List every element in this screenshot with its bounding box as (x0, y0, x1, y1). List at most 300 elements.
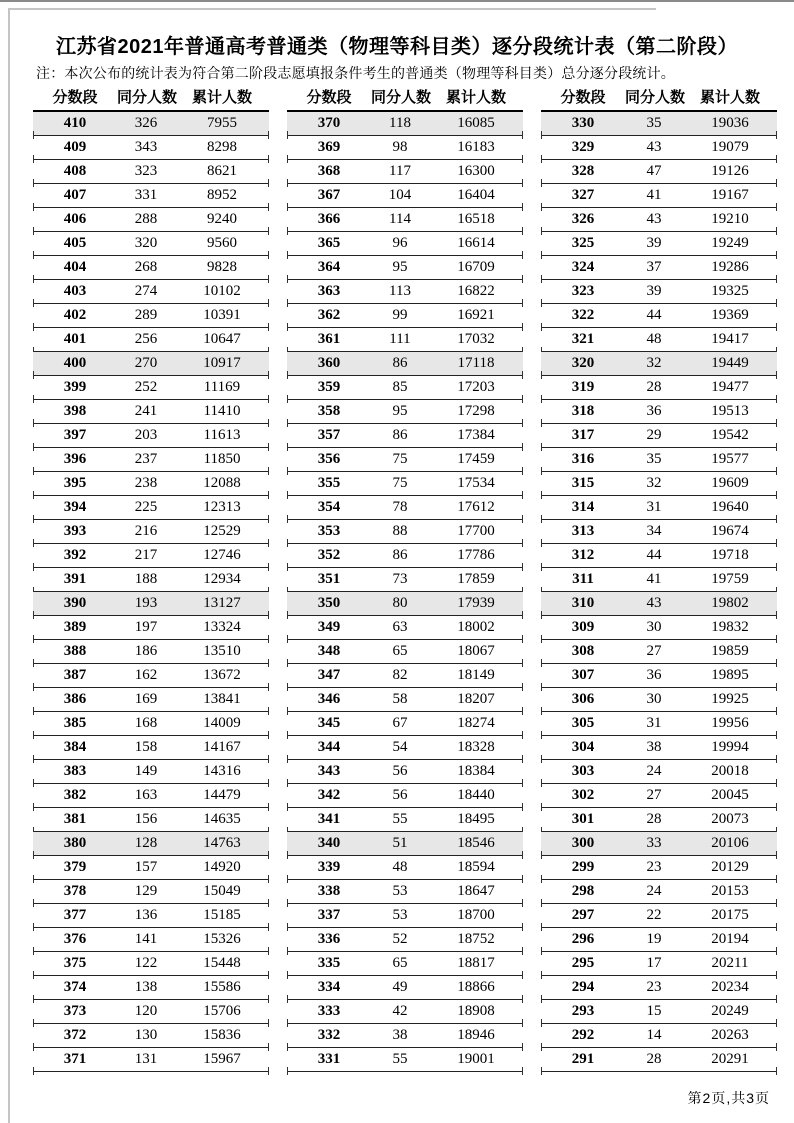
cumulative-count-cell: 18207 (457, 691, 495, 707)
score-segment-cell: 340 (317, 835, 341, 851)
score-segment-cell: 330 (571, 115, 595, 131)
cumulative-count-cell: 19609 (711, 475, 749, 491)
same-score-count-cell: 32 (646, 475, 662, 491)
same-score-count-cell: 225 (134, 499, 158, 515)
same-score-count-cell: 131 (134, 1051, 158, 1067)
score-segment-cell: 296 (571, 931, 595, 947)
same-score-count-cell: 141 (134, 931, 158, 947)
table-row (287, 352, 523, 376)
same-score-count-cell: 27 (646, 643, 662, 659)
same-score-count-cell: 237 (134, 451, 158, 467)
cumulative-count-cell: 13127 (203, 595, 241, 611)
cumulative-count-cell: 16183 (457, 139, 495, 155)
same-score-count-cell: 104 (388, 187, 412, 203)
score-segment-cell: 334 (317, 979, 341, 995)
table-row (541, 112, 777, 136)
same-score-count-cell: 65 (392, 955, 408, 971)
same-score-count-cell: 274 (134, 283, 158, 299)
same-score-count-cell: 33 (646, 835, 662, 851)
table-row (541, 832, 777, 856)
score-segment-cell: 360 (317, 355, 341, 371)
table-row (287, 376, 523, 400)
score-segment-cell: 318 (571, 403, 595, 419)
same-score-count-cell: 117 (389, 163, 411, 179)
cumulative-count-cell: 14479 (203, 787, 241, 803)
same-score-count-cell: 56 (392, 763, 408, 779)
table-row (287, 544, 523, 568)
table-row (287, 472, 523, 496)
score-segment-cell: 357 (317, 427, 341, 443)
table-row (287, 712, 523, 736)
score-segment-cell: 369 (317, 139, 341, 155)
table-row (33, 232, 269, 256)
table-row (541, 712, 777, 736)
score-segment-cell: 364 (317, 259, 341, 275)
table-row (541, 664, 777, 688)
same-score-count-cell: 268 (134, 259, 158, 275)
cumulative-count-cell: 12934 (203, 571, 241, 587)
cumulative-count-cell: 20249 (711, 1003, 749, 1019)
cumulative-count-cell: 17786 (457, 547, 495, 563)
cumulative-count-cell: 16085 (457, 115, 495, 131)
table-row (33, 568, 269, 592)
cumulative-count-cell: 18384 (457, 763, 495, 779)
cumulative-count-cell: 13672 (203, 667, 241, 683)
table-row (33, 592, 269, 616)
cumulative-count-cell: 17298 (457, 403, 495, 419)
cumulative-count-cell: 19477 (711, 379, 749, 395)
score-segment-cell: 310 (571, 595, 595, 611)
cumulative-count-cell: 8621 (207, 163, 237, 179)
same-score-count-cell: 52 (392, 931, 408, 947)
cumulative-count-cell: 20234 (711, 979, 749, 995)
cumulative-count-cell: 19859 (711, 643, 749, 659)
same-score-count-cell: 88 (392, 523, 408, 539)
table-row (287, 640, 523, 664)
same-score-count-cell: 32 (646, 355, 662, 371)
table-row (541, 424, 777, 448)
score-segment-cell: 409 (63, 139, 87, 155)
score-segment-cell: 365 (317, 235, 341, 251)
cumulative-count-cell: 14316 (203, 763, 241, 779)
score-segment-cell: 368 (317, 163, 341, 179)
cumulative-count-cell: 18149 (457, 667, 495, 683)
score-segment-cell: 304 (571, 739, 595, 755)
score-segment-cell: 383 (63, 763, 87, 779)
score-segment-cell: 372 (63, 1027, 87, 1043)
header-cumulative-count: 累计人数 (445, 89, 506, 106)
cumulative-count-cell: 19513 (711, 403, 749, 419)
score-segment-cell: 385 (63, 715, 87, 731)
same-score-count-cell: 130 (134, 1027, 158, 1043)
table-row (33, 352, 269, 376)
table-row (287, 304, 523, 328)
score-segment-cell: 316 (571, 451, 595, 467)
same-score-count-cell: 289 (134, 307, 158, 323)
table-row (287, 616, 523, 640)
table-row (541, 448, 777, 472)
score-segment-cell: 362 (317, 307, 341, 323)
header-same-score-count: 同分人数 (117, 89, 178, 106)
score-segment-cell: 391 (63, 571, 87, 587)
cumulative-count-cell: 12746 (203, 547, 241, 563)
score-segment-cell: 335 (317, 955, 341, 971)
score-segment-cell: 356 (317, 451, 341, 467)
cumulative-count-cell: 18067 (457, 643, 495, 659)
table-row (33, 328, 269, 352)
score-segment-cell: 393 (63, 523, 87, 539)
table-row (33, 952, 269, 976)
score-segment-cell: 373 (63, 1003, 87, 1019)
same-score-count-cell: 270 (134, 355, 158, 371)
cumulative-count-cell: 18946 (457, 1027, 495, 1043)
score-segment-cell: 338 (317, 883, 341, 899)
cumulative-count-cell: 12088 (203, 475, 241, 491)
same-score-count-cell: 43 (646, 595, 662, 611)
table-row (33, 280, 269, 304)
same-score-count-cell: 28 (646, 379, 662, 395)
header-cumulative-count: 累计人数 (699, 89, 760, 106)
score-segment-cell: 355 (317, 475, 341, 491)
score-segment-cell: 406 (63, 211, 87, 227)
table-row (33, 376, 269, 400)
score-segment-cell: 292 (571, 1027, 595, 1043)
cumulative-count-cell: 18274 (457, 715, 495, 731)
score-segment-cell: 375 (63, 955, 87, 971)
cumulative-count-cell: 20073 (711, 811, 749, 827)
same-score-count-cell: 193 (134, 595, 158, 611)
same-score-count-cell: 163 (134, 787, 158, 803)
same-score-count-cell: 343 (134, 139, 158, 155)
same-score-count-cell: 217 (134, 547, 158, 563)
same-score-count-cell: 54 (392, 739, 408, 755)
header-score-segment: 分数段 (306, 89, 352, 106)
cumulative-count-cell: 15706 (203, 1003, 241, 1019)
cumulative-count-cell: 17384 (457, 427, 495, 443)
score-segment-cell: 399 (63, 379, 87, 395)
same-score-count-cell: 39 (646, 235, 662, 251)
same-score-count-cell: 86 (392, 427, 408, 443)
score-segment-cell: 400 (63, 355, 87, 371)
same-score-count-cell: 162 (134, 667, 158, 683)
same-score-count-cell: 73 (392, 571, 408, 587)
table-row (287, 1000, 523, 1024)
cumulative-count-cell: 18328 (457, 739, 495, 755)
table-row (33, 400, 269, 424)
cumulative-count-cell: 15448 (203, 955, 241, 971)
table-row (541, 592, 777, 616)
score-segment-cell: 361 (317, 331, 341, 347)
table-row (33, 880, 269, 904)
same-score-count-cell: 96 (392, 235, 408, 251)
score-segment-cell: 344 (317, 739, 341, 755)
table-row (541, 520, 777, 544)
cumulative-count-cell: 19369 (711, 307, 749, 323)
table-row (33, 520, 269, 544)
same-score-count-cell: 43 (646, 139, 662, 155)
table-row (541, 544, 777, 568)
table-row (33, 784, 269, 808)
table-row (541, 976, 777, 1000)
score-segment-cell: 354 (317, 499, 341, 515)
same-score-count-cell: 23 (646, 979, 662, 995)
same-score-count-cell: 14 (646, 1027, 662, 1043)
same-score-count-cell: 238 (134, 475, 158, 491)
cumulative-count-cell: 14920 (203, 859, 241, 875)
header-same-score-count: 同分人数 (625, 89, 686, 106)
cumulative-count-cell: 13841 (203, 691, 241, 707)
same-score-count-cell: 55 (392, 1051, 408, 1067)
cumulative-count-cell: 19286 (711, 259, 749, 275)
score-segment-cell: 329 (571, 139, 595, 155)
cumulative-count-cell: 19417 (711, 331, 749, 347)
same-score-count-cell: 120 (134, 1003, 158, 1019)
score-segment-cell: 302 (571, 787, 595, 803)
score-segment-cell: 345 (317, 715, 341, 731)
cumulative-count-cell: 16518 (457, 211, 495, 227)
same-score-count-cell: 331 (134, 187, 158, 203)
cumulative-count-cell: 10102 (203, 283, 241, 299)
table-row (541, 280, 777, 304)
table-row (287, 520, 523, 544)
table-row (541, 904, 777, 928)
same-score-count-cell: 28 (646, 1051, 662, 1067)
table-row (287, 664, 523, 688)
score-segment-cell: 343 (317, 763, 341, 779)
same-score-count-cell: 37 (646, 259, 662, 275)
cumulative-count-cell: 10647 (203, 331, 241, 347)
score-segment-cell: 346 (317, 691, 341, 707)
score-segment-cell: 312 (571, 547, 595, 563)
same-score-count-cell: 118 (389, 115, 411, 131)
table-row (287, 232, 523, 256)
table-row (33, 184, 269, 208)
table-row (33, 856, 269, 880)
page-margin-guide-left (8, 8, 10, 1123)
table-row (287, 904, 523, 928)
same-score-count-cell: 95 (392, 403, 408, 419)
cumulative-count-cell: 14763 (203, 835, 241, 851)
cumulative-count-cell: 11410 (203, 403, 241, 419)
table-row (33, 616, 269, 640)
table-row (287, 592, 523, 616)
cumulative-count-cell: 13324 (203, 619, 241, 635)
score-segment-cell: 320 (571, 355, 595, 371)
score-segment-cell: 377 (63, 907, 87, 923)
score-segment-cell: 336 (317, 931, 341, 947)
cumulative-count-cell: 12529 (203, 523, 241, 539)
table-row (541, 232, 777, 256)
same-score-count-cell: 31 (646, 499, 662, 515)
table-row (287, 736, 523, 760)
same-score-count-cell: 188 (134, 571, 158, 587)
same-score-count-cell: 288 (134, 211, 158, 227)
table-row (287, 400, 523, 424)
same-score-count-cell: 149 (134, 763, 158, 779)
same-score-count-cell: 24 (646, 883, 662, 899)
cumulative-count-cell: 14635 (203, 811, 241, 827)
same-score-count-cell: 82 (392, 667, 408, 683)
score-segment-cell: 401 (63, 331, 87, 347)
table-row (541, 136, 777, 160)
cumulative-count-cell: 9240 (207, 211, 237, 227)
same-score-count-cell: 35 (646, 115, 662, 131)
same-score-count-cell: 63 (392, 619, 408, 635)
same-score-count-cell: 29 (646, 427, 662, 443)
cumulative-count-cell: 7955 (207, 115, 237, 131)
table-row (33, 1048, 269, 1072)
table-row (287, 760, 523, 784)
table-row (33, 712, 269, 736)
table-row (287, 208, 523, 232)
table-body (33, 112, 269, 1072)
cumulative-count-cell: 18594 (457, 859, 495, 875)
same-score-count-cell: 67 (392, 715, 408, 731)
table-row (287, 928, 523, 952)
score-segment-cell: 315 (571, 475, 595, 491)
same-score-count-cell: 28 (646, 811, 662, 827)
same-score-count-cell: 136 (134, 907, 158, 923)
cumulative-count-cell: 17203 (457, 379, 495, 395)
score-segment-cell: 405 (63, 235, 87, 251)
score-segment-cell: 301 (571, 811, 595, 827)
cumulative-count-cell: 15326 (203, 931, 241, 947)
same-score-count-cell: 114 (389, 211, 411, 227)
score-segment-cell: 311 (572, 571, 594, 587)
same-score-count-cell: 36 (646, 667, 662, 683)
score-segment-cell: 295 (571, 955, 595, 971)
table-row (541, 616, 777, 640)
score-segment-cell: 376 (63, 931, 87, 947)
cumulative-count-cell: 9828 (207, 259, 237, 275)
cumulative-count-cell: 15967 (203, 1051, 241, 1067)
same-score-count-cell: 158 (134, 739, 158, 755)
table-row (33, 688, 269, 712)
cumulative-count-cell: 20194 (711, 931, 749, 947)
score-segment-cell: 299 (571, 859, 595, 875)
score-segment-cell: 298 (571, 883, 595, 899)
table-row (541, 880, 777, 904)
score-segment-cell: 351 (317, 571, 341, 587)
score-segment-cell: 402 (63, 307, 87, 323)
score-segment-cell: 323 (571, 283, 595, 299)
table-header-row (287, 88, 523, 112)
table-row (541, 304, 777, 328)
cumulative-count-cell: 19802 (711, 595, 749, 611)
table-header-row (541, 88, 777, 112)
table-row (541, 640, 777, 664)
cumulative-count-cell: 18495 (457, 811, 495, 827)
cumulative-count-cell: 18817 (457, 955, 495, 971)
table-row (33, 760, 269, 784)
table-row (541, 736, 777, 760)
same-score-count-cell: 24 (646, 763, 662, 779)
same-score-count-cell: 19 (646, 931, 662, 947)
cumulative-count-cell: 17700 (457, 523, 495, 539)
cumulative-count-cell: 20106 (711, 835, 749, 851)
cumulative-count-cell: 19449 (711, 355, 749, 371)
score-segment-cell: 303 (571, 763, 595, 779)
table-row (541, 184, 777, 208)
same-score-count-cell: 85 (392, 379, 408, 395)
score-segment-cell: 380 (63, 835, 87, 851)
score-segment-cell: 297 (571, 907, 595, 923)
cumulative-count-cell: 20211 (711, 955, 749, 971)
score-segment-cell: 410 (63, 115, 87, 131)
same-score-count-cell: 197 (134, 619, 158, 635)
cumulative-count-cell: 19640 (711, 499, 749, 515)
table-row (33, 832, 269, 856)
table-row (33, 976, 269, 1000)
table-row (541, 784, 777, 808)
same-score-count-cell: 41 (646, 187, 662, 203)
table-row (33, 256, 269, 280)
table-row (33, 448, 269, 472)
score-segment-cell: 407 (63, 187, 87, 203)
score-segment-cell: 319 (571, 379, 595, 395)
same-score-count-cell: 138 (134, 979, 158, 995)
same-score-count-cell: 78 (392, 499, 408, 515)
score-segment-cell: 349 (317, 619, 341, 635)
same-score-count-cell: 27 (646, 787, 662, 803)
same-score-count-cell: 65 (392, 643, 408, 659)
same-score-count-cell: 53 (392, 883, 408, 899)
table-row (33, 640, 269, 664)
score-segment-cell: 388 (63, 643, 87, 659)
score-segment-cell: 327 (571, 187, 595, 203)
score-segment-cell: 370 (317, 115, 341, 131)
header-score-segment: 分数段 (560, 89, 606, 106)
cumulative-count-cell: 19759 (711, 571, 749, 587)
table-row (541, 400, 777, 424)
table-row (287, 568, 523, 592)
score-segment-cell: 313 (571, 523, 595, 539)
cumulative-count-cell: 12313 (203, 499, 241, 515)
same-score-count-cell: 241 (134, 403, 158, 419)
score-segment-cell: 359 (317, 379, 341, 395)
cumulative-count-cell: 18647 (457, 883, 495, 899)
table-row (33, 496, 269, 520)
table-row (541, 856, 777, 880)
table-row (287, 952, 523, 976)
table-row (33, 136, 269, 160)
same-score-count-cell: 38 (646, 739, 662, 755)
table-row (541, 1048, 777, 1072)
cumulative-count-cell: 19832 (711, 619, 749, 635)
same-score-count-cell: 34 (646, 523, 662, 539)
cumulative-count-cell: 19325 (711, 283, 749, 299)
same-score-count-cell: 75 (392, 475, 408, 491)
score-segment-cell: 306 (571, 691, 595, 707)
table-row (287, 832, 523, 856)
score-segment-cell: 314 (571, 499, 595, 515)
table-row (287, 280, 523, 304)
score-tables-container (33, 88, 777, 1072)
score-segment-cell: 309 (571, 619, 595, 635)
same-score-count-cell: 48 (392, 859, 408, 875)
cumulative-count-cell: 16709 (457, 259, 495, 275)
score-segment-cell: 317 (571, 427, 595, 443)
cumulative-count-cell: 11850 (203, 451, 241, 467)
score-segment-cell: 325 (571, 235, 595, 251)
score-segment-cell: 381 (63, 811, 87, 827)
table-header-row (33, 88, 269, 112)
score-table-2 (287, 88, 523, 1072)
score-segment-cell: 348 (317, 643, 341, 659)
table-row (33, 904, 269, 928)
cumulative-count-cell: 19577 (711, 451, 749, 467)
same-score-count-cell: 51 (392, 835, 408, 851)
